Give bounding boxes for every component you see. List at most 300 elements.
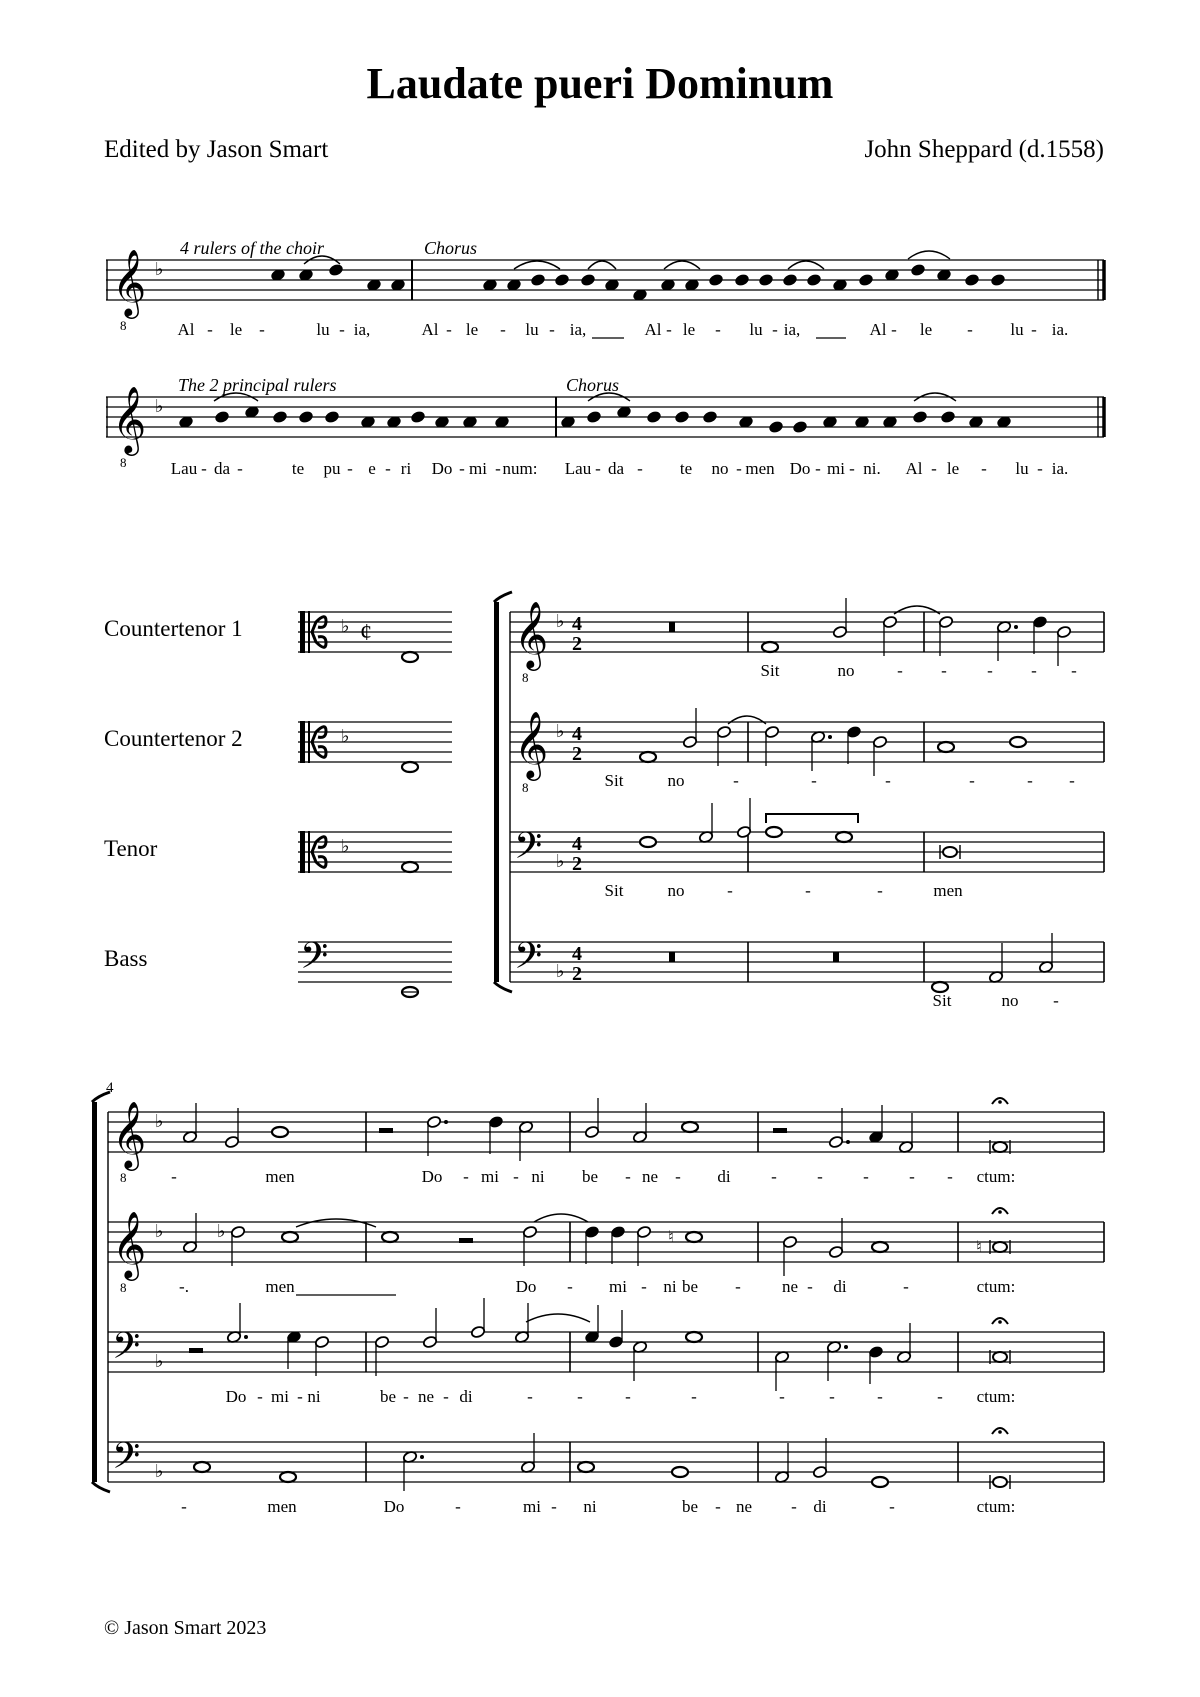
chant2-lyric-syllable: - <box>595 459 601 478</box>
sys1-bracket-top <box>494 592 512 602</box>
chant1-clef: 𝄞 <box>112 250 147 315</box>
chant2-lyric-syllable: pu <box>323 459 341 478</box>
sys2-tenor-lyric-syllable: di <box>459 1387 473 1406</box>
sys1-ct2-tie <box>728 716 766 724</box>
sys2-tenor-lyric-syllable: ctum: <box>976 1387 1016 1406</box>
sys2-tenor-lyric-syllable: - <box>577 1387 583 1406</box>
chant1-note <box>554 273 569 286</box>
chant2-lyric-syllable: Lau <box>564 459 592 478</box>
sys2-bass-lyric-syllable: ne <box>735 1497 753 1516</box>
sys1-tenor-lyric-syllable: - <box>727 881 733 900</box>
chant2-note <box>214 410 229 423</box>
page-title: Laudate pueri Dominum <box>366 59 834 108</box>
sys2-tenor-dot <box>244 1335 248 1339</box>
chant2-lyric-syllable: Do <box>431 459 453 478</box>
chant1-note <box>530 273 545 286</box>
sys1-timesig-2-top: 4 <box>572 723 582 745</box>
sys1-ct1-lyric-syllable: no <box>837 661 855 680</box>
incipit-ct2-clef-bar2 <box>308 721 310 763</box>
sys1-tenor-note <box>943 847 957 857</box>
sys2-tenor-lyric-syllable: mi <box>271 1387 289 1406</box>
sys2-bracket-bottom <box>92 1482 110 1492</box>
composer-credit: John Sheppard (d.1558) <box>864 136 1104 163</box>
chant2-note <box>940 410 955 423</box>
sys1-ct1-tie <box>894 606 940 614</box>
incipit-tenor-note <box>402 862 418 872</box>
sys2-bass-lyric-syllable: - <box>715 1497 721 1516</box>
chant2-lyric-syllable: - <box>637 459 643 478</box>
sys2-bass-note <box>578 1462 594 1472</box>
sys2-ct2-lyric-syllable: - <box>735 1277 741 1296</box>
sys1-ct2-lyric-syllable: - <box>969 771 975 790</box>
sys2-ct2-natural: ♮ <box>668 1229 674 1246</box>
chant1-lyric-syllable: - <box>967 320 973 339</box>
chant2-lyric-syllable: - <box>736 459 742 478</box>
sys2-ct1-lyric-syllable: - <box>625 1167 631 1186</box>
incipit-ct1-clef-bar1 <box>300 611 305 653</box>
incipit-ct1-flat: ♭ <box>341 616 350 636</box>
sys1-bracket-bottom <box>494 982 512 992</box>
chant1-direction-1: 4 rulers of the choir <box>180 238 324 258</box>
sys2-bass-lyric-syllable: ni <box>583 1497 597 1516</box>
sys2-tenor-lyric-syllable: - <box>625 1387 631 1406</box>
chant1-lyric-syllable: lu <box>316 320 330 339</box>
sys2-ct1-lyric-syllable: men <box>265 1167 295 1186</box>
sys1-ct1-lyric-syllable: - <box>897 661 903 680</box>
sys1-bass-lyric-syllable: no <box>1001 991 1019 1010</box>
sys1-timesig-4-bottom: 2 <box>572 963 582 985</box>
chant2-lyric-syllable: le <box>946 459 960 478</box>
chant2-note <box>410 410 425 423</box>
sys2-ct2-fermata-dot <box>998 1210 1002 1214</box>
chant1-slur <box>514 261 560 269</box>
sys2-bass-note <box>194 1462 210 1472</box>
sys2-ct2-note <box>686 1232 702 1242</box>
incipit-tenor-clef-lower <box>312 852 326 867</box>
sys2-ct2-lyric-syllable: di <box>833 1277 847 1296</box>
chant2-clef-octave: 8 <box>120 455 127 470</box>
chant1-lyric-syllable: - <box>207 320 213 339</box>
chant2-lyric-syllable: da <box>213 459 231 478</box>
sys2-ct1-lyric-syllable: - <box>909 1167 915 1186</box>
sys2-bass-lyric-syllable: Do <box>383 1497 405 1516</box>
chant2-note <box>646 410 661 423</box>
chant1-lyric-syllable: le <box>229 320 243 339</box>
chant2-lyric-syllable: - <box>849 459 855 478</box>
sys2-bass-lyric-syllable: - <box>791 1497 797 1516</box>
chant1-lyric-syllable: - <box>339 320 345 339</box>
sys2-ct2-tie <box>296 1219 376 1227</box>
chant1-note <box>580 273 595 286</box>
chant1-note <box>910 263 925 276</box>
sys1-tenor-note <box>836 832 852 842</box>
sys2-tenor-note <box>686 1332 702 1342</box>
sys1-ct1-lyric-syllable: - <box>987 661 993 680</box>
chant1-slur <box>588 261 616 269</box>
editor-credit: Edited by Jason Smart <box>104 136 329 163</box>
chant1-lyric-syllable: Al <box>869 320 887 339</box>
chant2-lyric-syllable: - <box>385 459 391 478</box>
sys2-ct2-natural: ♮ <box>976 1239 982 1256</box>
sys1-ct2-clef: 𝄞 <box>514 712 549 777</box>
sys2-tenor-lyric-syllable: - <box>403 1387 409 1406</box>
chant2-lyric-syllable: lu <box>1015 459 1029 478</box>
sys2-bass-lyric-syllable: men <box>267 1497 297 1516</box>
sys2-tenor-clef: 𝄢 <box>112 1326 141 1375</box>
sys1-ct2-clef-octave: 8 <box>522 780 529 795</box>
sys1-tenor-lyric-syllable: - <box>805 881 811 900</box>
sys2-ct2-accidental: ♭ <box>217 1221 226 1241</box>
chant2-lyric-syllable: Al <box>905 459 923 478</box>
chant2-direction-1: The 2 principal rulers <box>178 375 337 395</box>
chant1-note <box>734 273 749 286</box>
chant2-lyric-syllable: - <box>347 459 353 478</box>
sys2-ct1-rest <box>773 1128 787 1133</box>
sys2-ct1-lyric-syllable: - <box>675 1167 681 1186</box>
sys1-ct2-note <box>1010 737 1026 747</box>
sys2-ct2-note <box>382 1232 398 1242</box>
sys2-bass-clef: 𝄢 <box>112 1436 141 1485</box>
chant2-lyric-syllable: ia. <box>1051 459 1069 478</box>
sys2-bass-lyric-syllable: - <box>551 1497 557 1516</box>
sys2-tenor-lyric-syllable: - <box>257 1387 263 1406</box>
chant1-lyric-syllable: - <box>549 320 555 339</box>
sys2-tenor-fermata-dot <box>998 1320 1002 1324</box>
sys1-ct1-lyric-syllable: - <box>1031 661 1037 680</box>
chant2-lyric-syllable: men <box>745 459 775 478</box>
chant1-lyric-syllable: le <box>919 320 933 339</box>
sys1-flat-0: ♭ <box>556 611 565 631</box>
sys2-ct1-lyric-syllable: - <box>947 1167 953 1186</box>
sys2-ct1-rest <box>379 1128 393 1133</box>
sys2-tenor-lyric-syllable: ni <box>307 1387 321 1406</box>
chant2-clef: 𝄞 <box>112 387 147 452</box>
sys2-ct1-lyric-syllable: - <box>863 1167 869 1186</box>
sys2-ct2-lyric-syllable: ne <box>781 1277 799 1296</box>
sys2-ct2-lyric-syllable: mi <box>609 1277 627 1296</box>
chant1-lyric-syllable: le <box>465 320 479 339</box>
incipit-ct1-note <box>402 652 418 662</box>
sys2-ct1-lyric-syllable: - <box>817 1167 823 1186</box>
incipit-ct1-clef-lower <box>312 632 326 647</box>
sys2-bass-note <box>672 1467 688 1477</box>
sys2-tenor-dot <box>844 1345 848 1349</box>
sys2-flat-1: ♭ <box>155 1221 164 1241</box>
sys1-ct2-note <box>938 742 954 752</box>
chant1-note <box>990 273 1005 286</box>
sys1-ct2-lyric-syllable: no <box>667 771 685 790</box>
chant2-note <box>298 410 313 423</box>
sys1-ct2-lyric-syllable: Sit <box>604 771 624 790</box>
voice-label-ct1: Countertenor 1 <box>104 616 243 641</box>
chant2-lyric-syllable: Do <box>789 459 811 478</box>
chant2-note <box>674 410 689 423</box>
sys2-ct1-note <box>993 1142 1007 1152</box>
sys1-ct2-lyric-syllable: - <box>885 771 891 790</box>
sys1-ct1-dot <box>1014 625 1018 629</box>
chant1-lyric-syllable: - <box>715 320 721 339</box>
chant2-lyric-syllable: mi <box>469 459 487 478</box>
incipit-ct2-note <box>402 762 418 772</box>
chant2-lyric-syllable: te <box>679 459 693 478</box>
sys2-bass-note <box>872 1477 888 1487</box>
sys2-bass-note <box>280 1472 296 1482</box>
sys2-ct2-lyric-syllable: -. <box>179 1277 189 1296</box>
sys1-bass-rest <box>669 952 675 962</box>
sys2-ct2-lyric-syllable: - <box>567 1277 573 1296</box>
chant1-lyric-syllable: - <box>772 320 778 339</box>
sys2-bass-dot <box>420 1455 424 1459</box>
sys1-ct1-clef-octave: 8 <box>522 670 529 685</box>
sys1-ct1-clef: 𝄞 <box>514 602 549 667</box>
sys2-ct1-note <box>682 1122 698 1132</box>
sys1-flat-3: ♭ <box>556 961 565 981</box>
sys2-bass-fermata-dot <box>998 1430 1002 1434</box>
sys1-ct2-lyric-syllable: - <box>811 771 817 790</box>
chant2-lyric-syllable: - <box>931 459 937 478</box>
chant2-note <box>586 410 601 423</box>
sys2-tenor-lyric-syllable: - <box>691 1387 697 1406</box>
chant2-lyric-syllable: te <box>291 459 305 478</box>
static-layer <box>92 250 1104 1516</box>
chant1-clef-octave: 8 <box>120 318 127 333</box>
sys1-ct1-lyric-syllable: - <box>1071 661 1077 680</box>
chant1-lyric-syllable: lu <box>749 320 763 339</box>
chant2-note <box>792 420 807 433</box>
sys1-tenor-ligature <box>766 814 858 823</box>
sys2-ct1-lyric-syllable: mi <box>481 1167 499 1186</box>
sys1-ct2-lyric-syllable: - <box>1069 771 1075 790</box>
sys1-ct2-dot <box>828 735 832 739</box>
sys2-ct1-lyric-syllable: - <box>771 1167 777 1186</box>
sys1-timesig-3-bottom: 2 <box>572 853 582 875</box>
sys2-flat-3: ♭ <box>155 1461 164 1481</box>
chant1-slur <box>908 251 950 259</box>
sys2-ct2-lyric-syllable: be <box>681 1277 699 1296</box>
chant1-note <box>328 263 343 276</box>
chant2-lyric-syllable: ri <box>400 459 412 478</box>
chant2-lyric-syllable: Lau <box>170 459 198 478</box>
sys2-tenor-lyric-syllable: - <box>937 1387 943 1406</box>
chant1-note <box>758 273 773 286</box>
sys2-ct1-lyric-syllable: di <box>717 1167 731 1186</box>
chant1-lyric-syllable: - <box>446 320 452 339</box>
sys1-ct1-lyric-syllable: - <box>941 661 947 680</box>
chant2-lyric-syllable: mi <box>827 459 845 478</box>
sys2-ct2-lyric-syllable: - <box>903 1277 909 1296</box>
chant1-note <box>708 273 723 286</box>
sys2-bass-lyric-syllable: ctum: <box>976 1497 1016 1516</box>
sys1-ct1-lyric-syllable: Sit <box>760 661 780 680</box>
sys2-ct2-clef-octave: 8 <box>120 1280 127 1295</box>
sys2-ct2-lyric-syllable: ni <box>663 1277 677 1296</box>
sys1-bracket <box>494 602 499 982</box>
incipit-tenor-clef-bar1 <box>300 831 305 873</box>
chant2-key-flat: ♭ <box>155 396 164 416</box>
measure-number: 4 <box>106 1080 114 1096</box>
sys2-tenor-lyric-syllable: - <box>829 1387 835 1406</box>
chant1-lyric-syllable: le <box>682 320 696 339</box>
sys2-tenor-lyric-syllable: ne <box>417 1387 435 1406</box>
incipit-tenor-clef-upper <box>312 837 326 852</box>
sys2-ct1-lyric-syllable: ni <box>531 1167 545 1186</box>
sys1-ct2-note <box>640 752 656 762</box>
sys2-ct2-tie <box>534 1214 588 1222</box>
sys1-ct2-lyric-syllable: - <box>1027 771 1033 790</box>
sys2-tenor-lyric-syllable: - <box>297 1387 303 1406</box>
sys2-ct1-dot <box>846 1140 850 1144</box>
sys2-ct2-lyric-syllable: - <box>641 1277 647 1296</box>
chant2-lyric-syllable: - <box>495 459 501 478</box>
chant1-lyric-syllable: lu <box>525 320 539 339</box>
chant2-lyric-syllable: - <box>201 459 207 478</box>
sys2-tenor-lyric-syllable: - <box>527 1387 533 1406</box>
sys2-flat-0: ♭ <box>155 1111 164 1131</box>
chant2-note <box>912 410 927 423</box>
chant1-slur <box>788 261 824 269</box>
chant2-note <box>768 420 783 433</box>
sys1-tenor-lyric-syllable: no <box>667 881 685 900</box>
sys2-ct1-clef: 𝄞 <box>112 1102 147 1167</box>
chant1-note <box>782 273 797 286</box>
sys2-tenor-lyric-syllable: - <box>443 1387 449 1406</box>
chant2-lyric-syllable: num: <box>502 459 538 478</box>
sys1-flat-2: ♭ <box>556 851 565 871</box>
chant1-direction-2: Chorus <box>424 238 478 258</box>
chant1-slur <box>664 261 700 269</box>
sys2-bass-note <box>993 1477 1007 1487</box>
sys1-ct2-lyric-syllable: - <box>733 771 739 790</box>
sys2-bass-lyric-syllable: di <box>813 1497 827 1516</box>
incipit-ct2-clef-lower <box>312 742 326 757</box>
chant1-note <box>858 273 873 286</box>
copyright: © Jason Smart 2023 <box>104 1617 267 1639</box>
chant2-lyric-syllable: - <box>815 459 821 478</box>
sys2-bass-lyric-syllable: - <box>181 1497 187 1516</box>
sys2-ct1-lyric-syllable: - <box>463 1167 469 1186</box>
sys1-bass-lyric-syllable: - <box>1053 991 1059 1010</box>
sys1-timesig-4-top: 4 <box>572 943 582 965</box>
incipit-ct1-clef-bar2 <box>308 611 310 653</box>
chant2-lyric-syllable: - <box>459 459 465 478</box>
sys1-timesig-1-top: 4 <box>572 613 582 635</box>
sys2-bracket <box>92 1102 97 1482</box>
sys1-tenor-lyric-syllable: - <box>877 881 883 900</box>
incipit-ct1-clef-upper <box>312 617 326 632</box>
chant1-key-flat: ♭ <box>155 259 164 279</box>
incipit-ct1-cut-time: ¢ <box>360 620 372 646</box>
voice-label-bass: Bass <box>104 946 148 971</box>
sys2-tenor-rest <box>189 1348 203 1353</box>
sys2-bass-lyric-syllable: mi <box>523 1497 541 1516</box>
sys2-ct1-clef-octave: 8 <box>120 1170 127 1185</box>
chant1-lyric-syllable: - <box>666 320 672 339</box>
sys2-bass-lyric-syllable: be <box>681 1497 699 1516</box>
sys2-tenor-lyric-syllable: - <box>779 1387 785 1406</box>
sys1-ct1-note <box>762 642 778 652</box>
sys2-tenor-lyric-syllable: Do <box>225 1387 247 1406</box>
chant2-lyric-syllable: da <box>607 459 625 478</box>
incipit-tenor-flat: ♭ <box>341 836 350 856</box>
sys2-ct2-note <box>282 1232 298 1242</box>
voice-label-ct2: Countertenor 2 <box>104 726 243 751</box>
chant1-lyric-syllable: ia, <box>569 320 587 339</box>
chant2-lyric-syllable: - <box>237 459 243 478</box>
chant1-lyric-syllable: - <box>500 320 506 339</box>
chant2-note <box>272 410 287 423</box>
chant1-lyric-syllable: - <box>1031 320 1037 339</box>
chant1-lyric-syllable: Al <box>177 320 195 339</box>
sys2-ct1-lyric-syllable: ne <box>641 1167 659 1186</box>
chant1-lyric-syllable: Al <box>421 320 439 339</box>
sys1-tenor-clef: 𝄢 <box>514 826 543 875</box>
chant1-note <box>964 273 979 286</box>
sys2-tenor-lyric-syllable: - <box>877 1387 883 1406</box>
sys2-ct1-lyric-syllable: be <box>581 1167 599 1186</box>
sys2-ct1-lyric-syllable: ctum: <box>976 1167 1016 1186</box>
chant1-lyric-syllable: - <box>259 320 265 339</box>
sys2-ct1-fermata-dot <box>998 1100 1002 1104</box>
sys2-ct2-note <box>872 1242 888 1252</box>
chant1-note <box>806 273 821 286</box>
chant2-lyric-syllable: e <box>368 459 376 478</box>
sys2-ct1-lyric-syllable: - <box>171 1167 177 1186</box>
sys2-tenor-note <box>993 1352 1007 1362</box>
sys1-bass-lyric-syllable: Sit <box>932 991 952 1010</box>
chant2-note <box>702 410 717 423</box>
sys2-tenor-lyric-syllable: be <box>379 1387 397 1406</box>
sys1-bass-rest <box>833 952 839 962</box>
chant1-lyric-syllable: ia, <box>353 320 371 339</box>
sys1-tenor-note <box>640 837 656 847</box>
sys1-tenor-note <box>766 827 782 837</box>
sys2-ct2-lyric-syllable: - <box>807 1277 813 1296</box>
sys2-ct1-lyric-syllable: Do <box>421 1167 443 1186</box>
chant2-lyric-syllable: no <box>711 459 729 478</box>
sys2-bass-lyric-syllable: - <box>455 1497 461 1516</box>
sys2-flat-2: ♭ <box>155 1351 164 1371</box>
sys1-flat-1: ♭ <box>556 721 565 741</box>
chant1-lyric-syllable: - <box>891 320 897 339</box>
chant2-direction-2: Chorus <box>566 375 620 395</box>
chant1-lyric-syllable: lu <box>1010 320 1024 339</box>
incipit-ct2-clef-bar1 <box>300 721 305 763</box>
chant1-lyric-syllable: ia, <box>783 320 801 339</box>
chant1-lyric-syllable: Al <box>644 320 662 339</box>
sys1-tenor-lyric-syllable: Sit <box>604 881 624 900</box>
sys2-ct2-lyric-syllable: ctum: <box>976 1277 1016 1296</box>
sys2-ct1-dot <box>444 1120 448 1124</box>
sys1-tenor-lyric-syllable: men <box>933 881 963 900</box>
sys2-ct2-clef: 𝄞 <box>112 1212 147 1277</box>
sys1-bass-clef: 𝄢 <box>514 936 543 985</box>
sys1-timesig-2-bottom: 2 <box>572 743 582 765</box>
sys2-ct1-note <box>272 1127 288 1137</box>
incipit-ct2-flat: ♭ <box>341 726 350 746</box>
chant2-lyric-syllable: ni. <box>863 459 881 478</box>
sys2-ct2-rest <box>459 1238 473 1243</box>
chant2-note <box>324 410 339 423</box>
incipit-tenor-clef-bar2 <box>308 831 310 873</box>
voice-label-tenor: Tenor <box>104 836 158 861</box>
sys2-tenor-tie <box>526 1314 590 1322</box>
sys2-bass-lyric-syllable: - <box>889 1497 895 1516</box>
sys1-ct1-rest <box>669 622 675 632</box>
chant2-lyric-syllable: - <box>1037 459 1043 478</box>
sys2-ct2-lyric-syllable: men <box>265 1277 295 1296</box>
sys2-ct1-lyric-syllable: - <box>513 1167 519 1186</box>
sys1-timesig-3-top: 4 <box>572 833 582 855</box>
